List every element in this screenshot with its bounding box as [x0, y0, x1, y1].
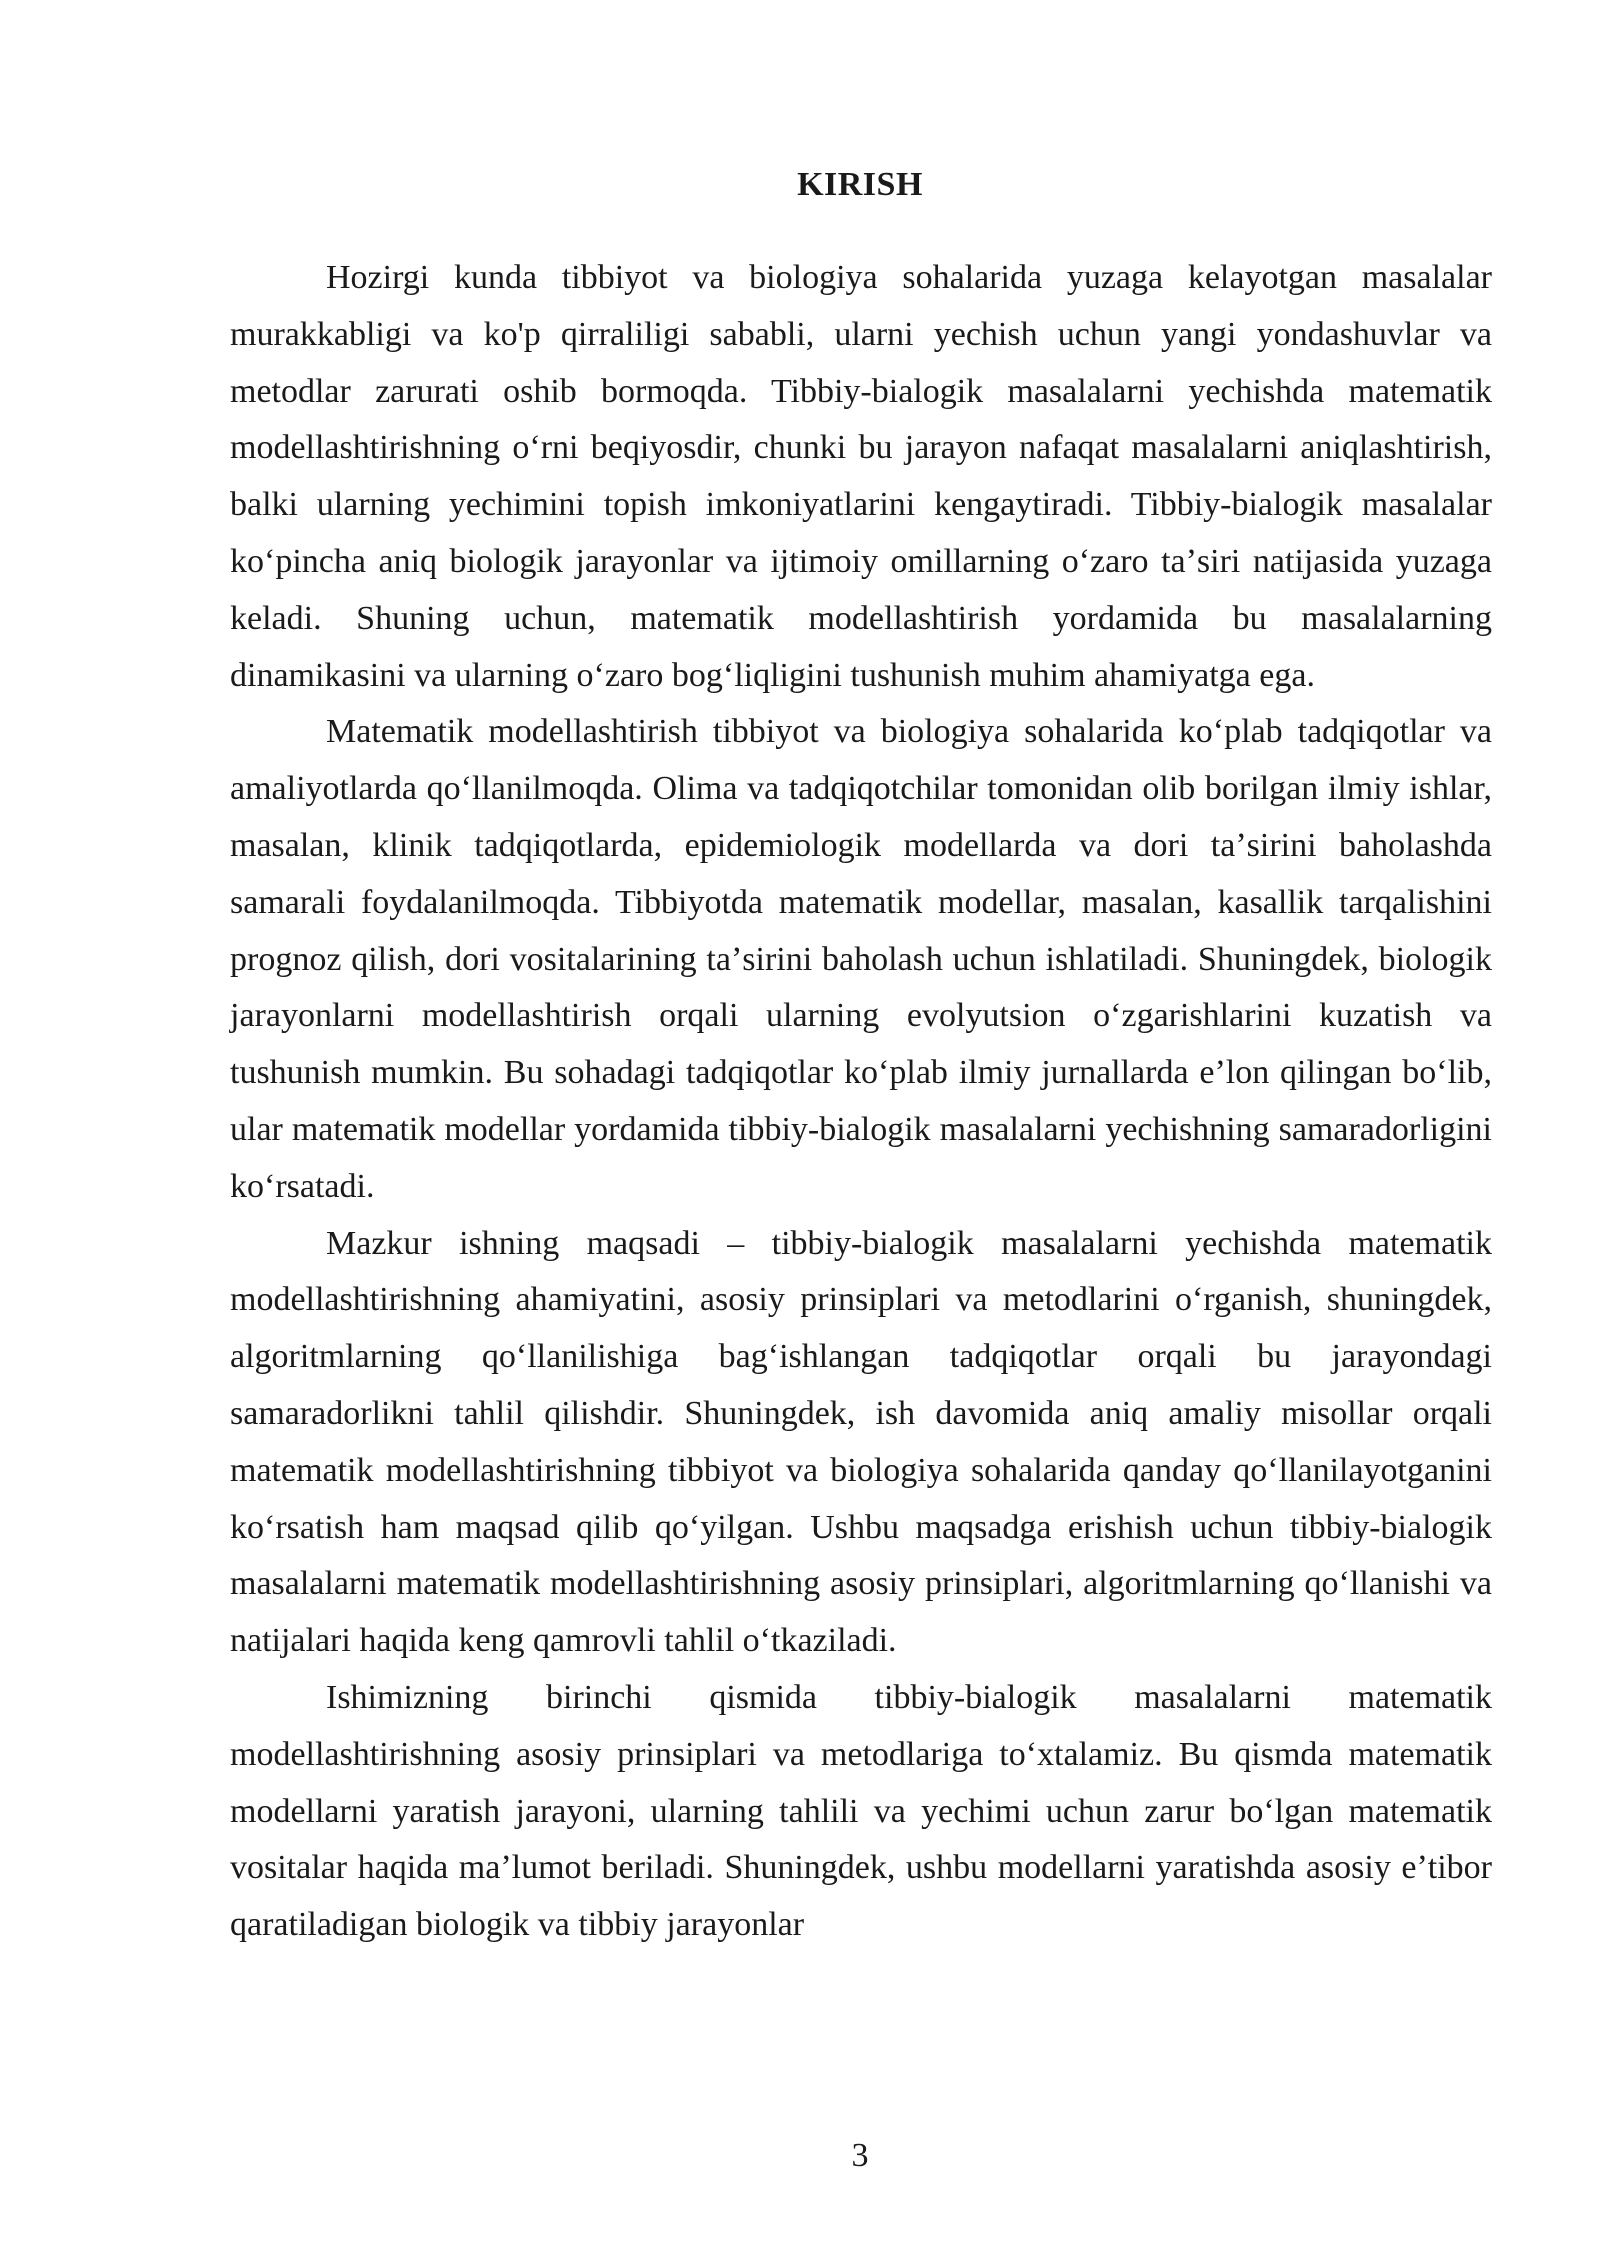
page-number: 3 — [851, 2137, 869, 2174]
paragraph-3: Mazkur ishning maqsadi – tibbiy-bialogik masalalarni yechishda matematik modellashtirishning ahamiyatini, asosiy prinsiplari va metodlarini oʻrganish, shuningdek, algoritmlarning qoʻllanilishiga bagʻishlangan tadqiqotlar orqali bu jarayondagi samaradorlikni tahlil qilishdir. Shuningdek, ish davomida aniq amaliy misollar orqali matematik modellashtirishning tibbiyot va biologiya sohalarida qanday qoʻllanilayotganini koʻrsatish ham maqsad qilib qoʻyilgan. Ushbu maqsadga erishish uchun tibbiy-bialogik masalalarni matematik modellashtirishning asosiy prinsiplari, algoritmlarning qoʻllanishi va natijalari haqida keng qamrovli tahlil oʻtkaziladi. — [230, 1224, 1492, 1660]
paragraph-4: Ishimizning birinchi qismida tibbiy-bialogik masalalarni matematik modellashtirishning asosiy prinsiplari va metodlariga toʻxtalamiz. Bu qismda matematik modellarni yaratish jarayoni, ularning tahlili va yechimi uchun zarur boʻlgan matematik vositalar haqida maʼlumot beriladi. Shuningdek, ushbu modellarni yaratishda asosiy eʼtibor qaratiladigan biologik va tibbiy jarayonlar — [230, 1678, 1492, 1944]
page-title: KIRISH — [797, 166, 923, 203]
paragraph-2: Matematik modellashtirish tibbiyot va biologiya sohalarida koʻplab tadqiqotlar va amaliyotlarda qoʻllanilmoqda. Olima va tadqiqotchilar tomonidan olib borilgan ilmiy ishlar, masalan, klinik tadqiqotlarda, epidemiologik modellarda va dori taʼsirini baholashda samarali foydalanilmoqda. Tibbiyotda matematik modellar, masalan, kasallik tarqalishini prognoz qilish, dori vositalarining taʼsirini baholash uchun ishlatiladi. Shuningdek, biologik jarayonlarni modellashtirish orqali ularning evolyutsion oʻzgarishlarini kuzatish va tushunish mumkin. Bu sohadagi tadqiqotlar koʻplab ilmiy jurnallarda eʼlon qilingan boʻlib, ular matematik modellar yordamida tibbiy-bialogik masalalarni yechishning samaradorligini koʻrsatadi. — [230, 713, 1492, 1205]
body-text — [230, 250, 1492, 1954]
paragraph-1: Hozirgi kunda tibbiyot va biologiya sohalarida yuzaga kelayotgan masalalar murakkabligi va ko'p qirraliligi sababli, ularni yechish uchun yangi yondashuvlar va metodlar zarurati oshib bormoqda. Tibbiy-bialogik masalalarni yechishda matematik modellashtirishning oʻrni beqiyosdir, chunki bu jarayon nafaqat masalalarni aniqlashtirish, balki ularning yechimini topish imkoniyatlarini kengaytiradi. Tibbiy-bialogik masalalar koʻpincha aniq biologik jarayonlar va ijtimoiy omillarning oʻzaro taʼsiri natijasida yuzaga keladi. Shuning uchun, matematik modellashtirish yordamida bu masalalarning dinamikasini va ularning oʻzaro bogʻliqligini tushunish muhim ahamiyatga ega. — [230, 259, 1492, 694]
